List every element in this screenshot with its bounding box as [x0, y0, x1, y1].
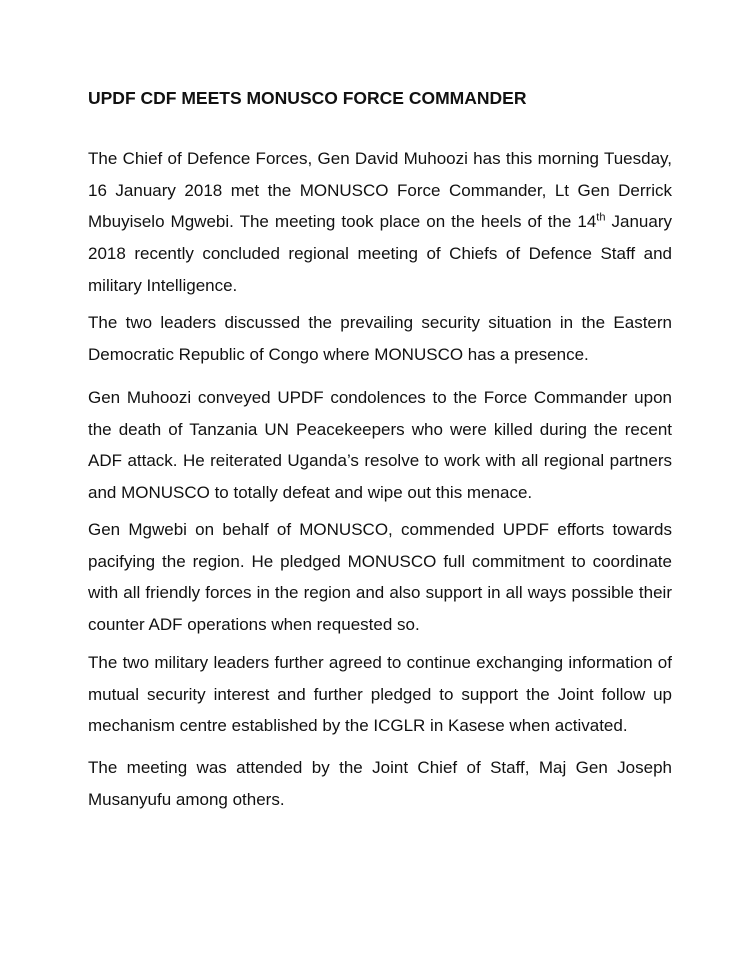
paragraph-condolences: Gen Muhoozi conveyed UPDF condolences to the Force Commander upon the death of Tanzania UN Peacekeepers who were killed during the recent ADF attack. He reiterated Uganda’s resolve to work with all regional partners and MONUSCO to totally defeat and wipe out this menace.: [88, 388, 672, 503]
paragraph-monusco-commitment: Gen Mgwebi on behalf of MONUSCO, commended UPDF efforts towards pacifying the region. He pledged MONUSCO full commitment to coordinate with all friendly forces in the region and also support in all ways possible their counter ADF operations when requested so.: [88, 520, 672, 635]
paragraph-security-discussion: The two leaders discussed the prevailing security situation in the Eastern Democratic Republic of Congo where MONUSCO has a presence.: [88, 313, 672, 364]
paragraph-intro-text: The Chief of Defence Forces, Gen David Muhoozi has this morning Tuesday, 16 January 2018 met the MONUSCO Force Commander, Lt Gen Derrick Mbuyiselo Mgwebi. The meeting took place on the heels of the 14: [88, 149, 672, 232]
paragraph-attendance: The meeting was attended by the Joint Chief of Staff, Maj Gen Joseph Musanyufu among others.: [88, 758, 672, 809]
paragraph-intro-text-continued: January 2018 recently concluded regional meeting of Chiefs of Defence Staff and military Intelligence.: [88, 212, 672, 295]
ordinal-suffix: th: [596, 211, 606, 224]
paragraph-meeting-intro: [88, 143, 672, 302]
document-title: UPDF CDF MEETS MONUSCO FORCE COMMANDER: [88, 88, 527, 108]
paragraph-information-exchange: The two military leaders further agreed to continue exchanging information of mutual security interest and further pledged to support the Joint follow up mechanism centre established by the ICGLR in Kasese when activated.: [88, 653, 672, 736]
